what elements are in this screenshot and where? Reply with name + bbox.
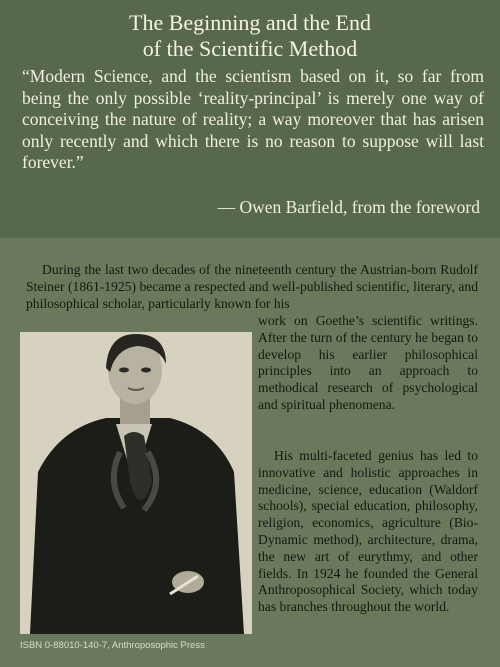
title-line-2: of the Scientific Method (142, 36, 358, 61)
biography-paragraph-2: His multi-faceted genius has led to innovative and holistic approaches in medicine, science, education (Waldorf schools), special education, philosophy, religion, economics, agriculture (Bio-Dynamic method), architecture, drama, the new art of eurythmy, and other fields. In 1924 he founded the General Anthroposophical Society, which today has branches throughout the world. (258, 448, 478, 615)
quote-attribution: — Owen Barfield, from the foreword (217, 197, 480, 217)
author-portrait-photo (20, 332, 252, 634)
isbn-publisher: ISBN 0-88010-140-7, Anthroposophic Press (20, 640, 205, 651)
foreword-quote: “Modern Science, and the scientism based on it, so far from being the only possible ‘reality-principal’ is merely one way of conceiving the nature of reality; a way moreover that has arisen only recently and which there is no reason to suppose will last forever.” (22, 66, 484, 172)
title-line-1: The Beginning and the End (129, 10, 371, 35)
portrait-illustration (20, 332, 252, 634)
book-title (0, 10, 500, 62)
biography-paragraph-1: During the last two decades of the nineteenth century the Austrian-born Rudolf Steiner (1861-1925) became a respected and well-published scientific, literary, and philosophical scholar, particularly known for his (26, 262, 478, 311)
biography-paragraph-1-continued: work on Goethe’s scientific writings. After the turn of the century he began to develop his earlier philosophical principles into an approach to methodical research of psychological and spiritual phenomena. (258, 313, 478, 412)
